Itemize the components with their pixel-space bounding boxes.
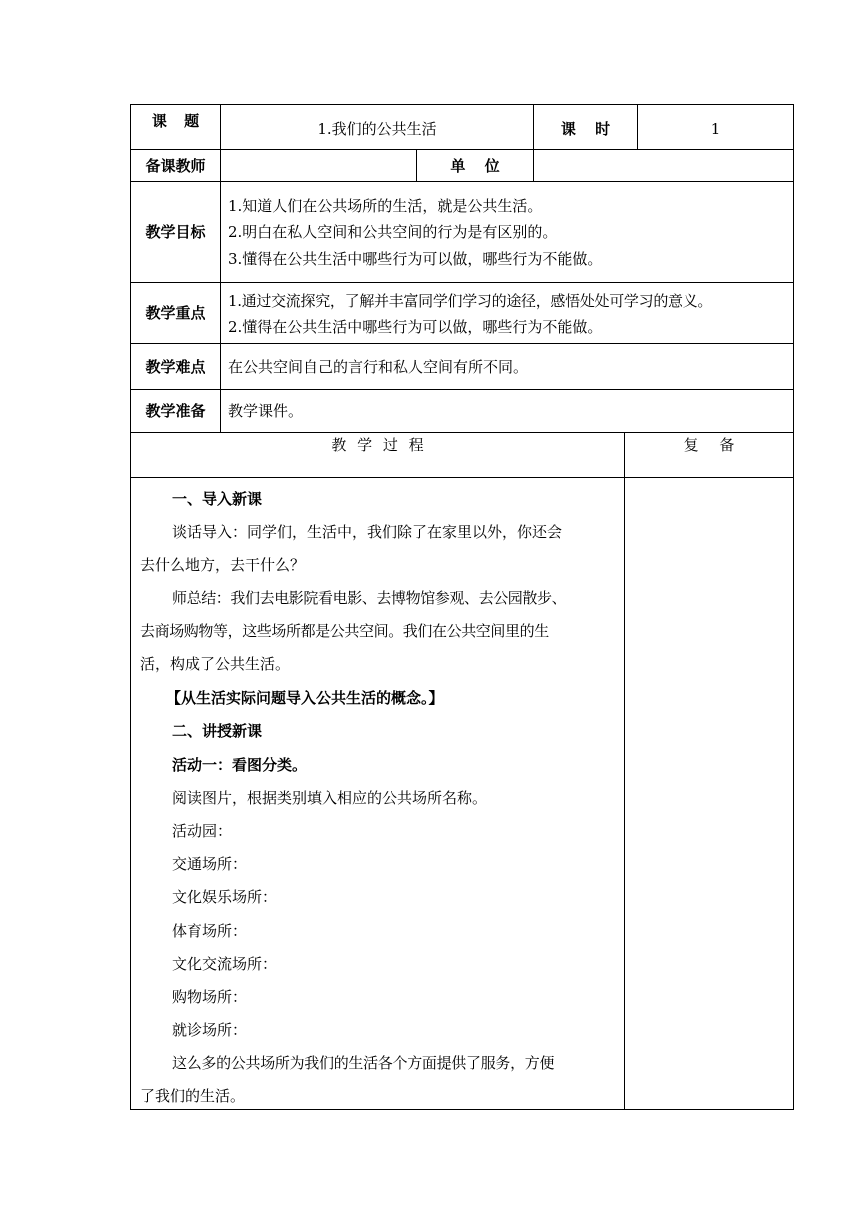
activity-one-heading: 活动一：看图分类。 xyxy=(172,756,308,774)
table-border-left xyxy=(130,104,131,1110)
difficulties-text: 在公共空间自己的言行和私人空间有所不同。 xyxy=(228,358,529,376)
unit-value-divider xyxy=(533,149,534,182)
preparation-label: 教学准备 xyxy=(145,402,206,420)
summary-paragraph-line-2: 去商场购物等，这些场所都是公共空间。我们在公共空间里的生 xyxy=(140,622,549,640)
table-border-right xyxy=(793,104,794,1110)
period-value: 1 xyxy=(710,120,721,138)
culture-exchange-places-label: 文化交流场所： xyxy=(172,955,278,973)
activity-garden-label: 活动园： xyxy=(172,822,233,840)
row-divider-5 xyxy=(130,389,794,390)
key-point-item-1: 1.通过交流探究，了解并丰富同学们学习的途径，感悟处处可学习的意义。 xyxy=(228,292,713,310)
difficulties-label: 教学难点 xyxy=(145,358,206,376)
activity-one-instruction: 阅读图片，根据类别填入相应的公共场所名称。 xyxy=(172,789,488,807)
section-teach-heading: 二、讲授新课 xyxy=(172,722,263,740)
intro-paragraph-line-1: 谈话导入：同学们，生活中，我们除了在家里以外，你还会 xyxy=(172,523,563,541)
summary-paragraph-line-3: 活，构成了公共生活。 xyxy=(140,655,291,673)
key-points-label: 教学重点 xyxy=(145,304,206,322)
goals-label: 教学目标 xyxy=(145,223,206,241)
transport-places-label: 交通场所： xyxy=(172,855,248,873)
row-divider-1 xyxy=(130,149,794,150)
summary-paragraph-line-1: 师总结：我们去电影院看电影、去博物馆参观、去公园散步、 xyxy=(172,589,567,607)
topic-label: 课 题 xyxy=(151,112,200,130)
section-intro-heading: 一、导入新课 xyxy=(172,490,263,508)
goal-item-1: 1.知道人们在公共场所的生活，就是公共生活。 xyxy=(228,197,543,215)
entertainment-places-label: 文化娱乐场所： xyxy=(172,888,278,906)
row-divider-6 xyxy=(130,432,794,433)
teacher-label: 备课教师 xyxy=(145,157,206,175)
intro-note: 【从生活实际问题导入公共生活的概念。】 xyxy=(166,689,444,707)
key-point-item-2: 2.懂得在公共生活中哪些行为可以做，哪些行为不能做。 xyxy=(228,318,603,336)
review-header: 复 备 xyxy=(683,436,735,454)
conclusion-line-2: 了我们的生活。 xyxy=(140,1087,246,1105)
conclusion-line-1: 这么多的公共场所为我们的生活各个方面提供了服务，方便 xyxy=(172,1054,555,1072)
row-divider-3 xyxy=(130,282,794,283)
shopping-places-label: 购物场所： xyxy=(172,988,248,1006)
label-column-divider xyxy=(220,104,221,433)
goal-item-2: 2.明白在私人空间和公共空间的行为是有区别的。 xyxy=(228,223,558,241)
sports-places-label: 体育场所： xyxy=(172,922,248,940)
process-column-divider xyxy=(624,432,625,1110)
medical-places-label: 就诊场所： xyxy=(172,1021,248,1039)
topic-value: 1.我们的公共生活 xyxy=(317,120,437,138)
process-header: 教 学 过 程 xyxy=(331,436,424,454)
row-divider-4 xyxy=(130,343,794,344)
unit-label: 单 位 xyxy=(450,157,500,175)
table-border-top xyxy=(130,104,794,105)
row-divider-7 xyxy=(130,477,794,478)
goal-item-3: 3.懂得在公共生活中哪些行为可以做，哪些行为不能做。 xyxy=(228,250,603,268)
row-divider-2 xyxy=(130,181,794,182)
table-border-bottom xyxy=(130,1109,794,1110)
preparation-text: 教学课件。 xyxy=(228,402,304,420)
intro-paragraph-line-2: 去什么地方，去干什么？ xyxy=(140,556,306,574)
period-label: 课 时 xyxy=(560,120,611,138)
